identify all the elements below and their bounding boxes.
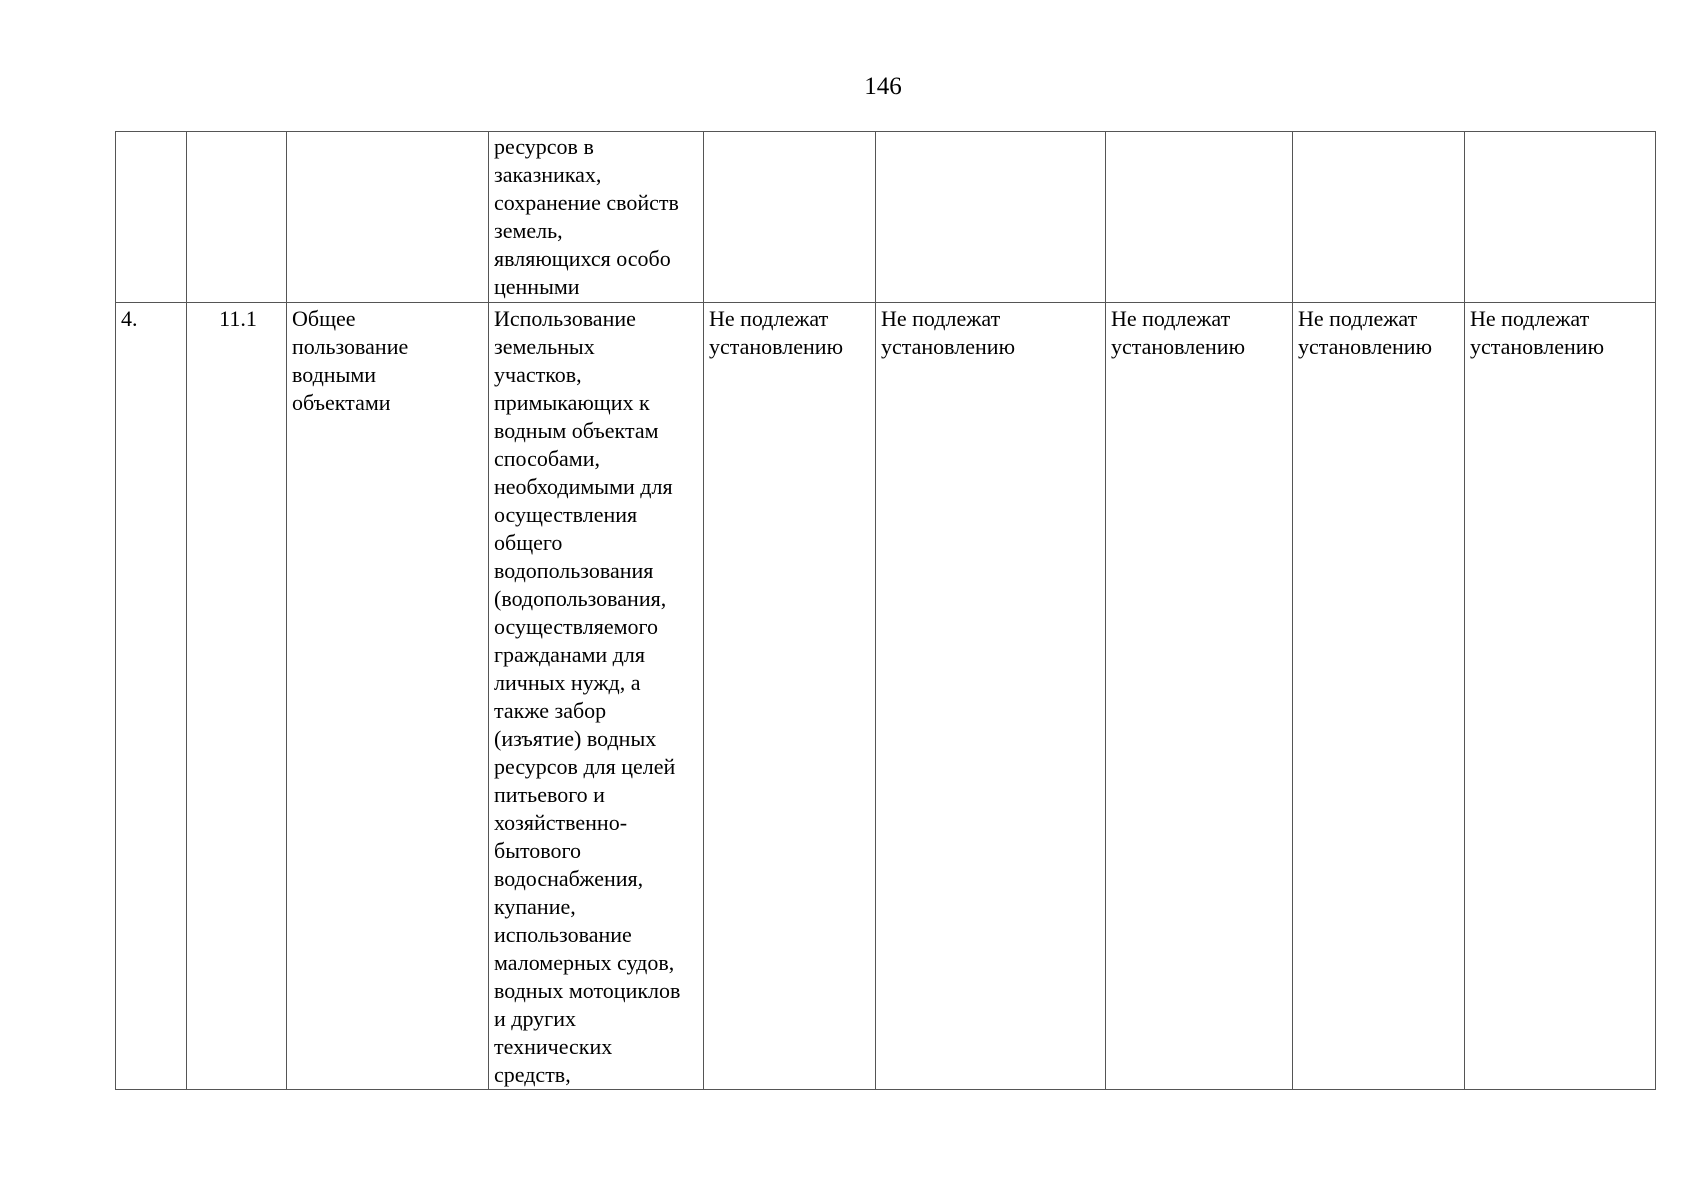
table-row xyxy=(116,303,1656,1090)
cell-name xyxy=(287,132,489,303)
cell-code: 11.1 xyxy=(187,303,287,1090)
cell-description: Использование земельных участков, примыкающих к водным объектам способами, необходимыми для осуществления общего водопользования (водопользования, осуществляемого гражданами для личных нужд, а также забор (изъятие) водных ресурсов для целей питьевого и хозяйственно- бытового водоснабжения, купание, использование маломерных судов, водных мотоциклов и других технических средств, xyxy=(489,303,704,1090)
cell-code xyxy=(187,132,287,303)
cell-col8: Не подлежат установлению xyxy=(1293,303,1465,1090)
cell-col5: Не подлежат установлению xyxy=(704,303,876,1090)
regulation-table xyxy=(115,131,1656,1090)
cell-description: ресурсов в заказниках, сохранение свойств земель, являющихся особо ценными xyxy=(489,132,704,303)
cell-number xyxy=(116,132,187,303)
cell-col6: Не подлежат установлению xyxy=(876,303,1106,1090)
cell-name: Общее пользование водными объектами xyxy=(287,303,489,1090)
table-row xyxy=(116,132,1656,303)
cell-col9: Не подлежат установлению xyxy=(1465,303,1656,1090)
cell-col6 xyxy=(876,132,1106,303)
cell-col7 xyxy=(1106,132,1293,303)
cell-number: 4. xyxy=(116,303,187,1090)
cell-col8 xyxy=(1293,132,1465,303)
cell-col5 xyxy=(704,132,876,303)
cell-col7: Не подлежат установлению xyxy=(1106,303,1293,1090)
cell-col9 xyxy=(1465,132,1656,303)
page-number: 146 xyxy=(864,73,902,100)
